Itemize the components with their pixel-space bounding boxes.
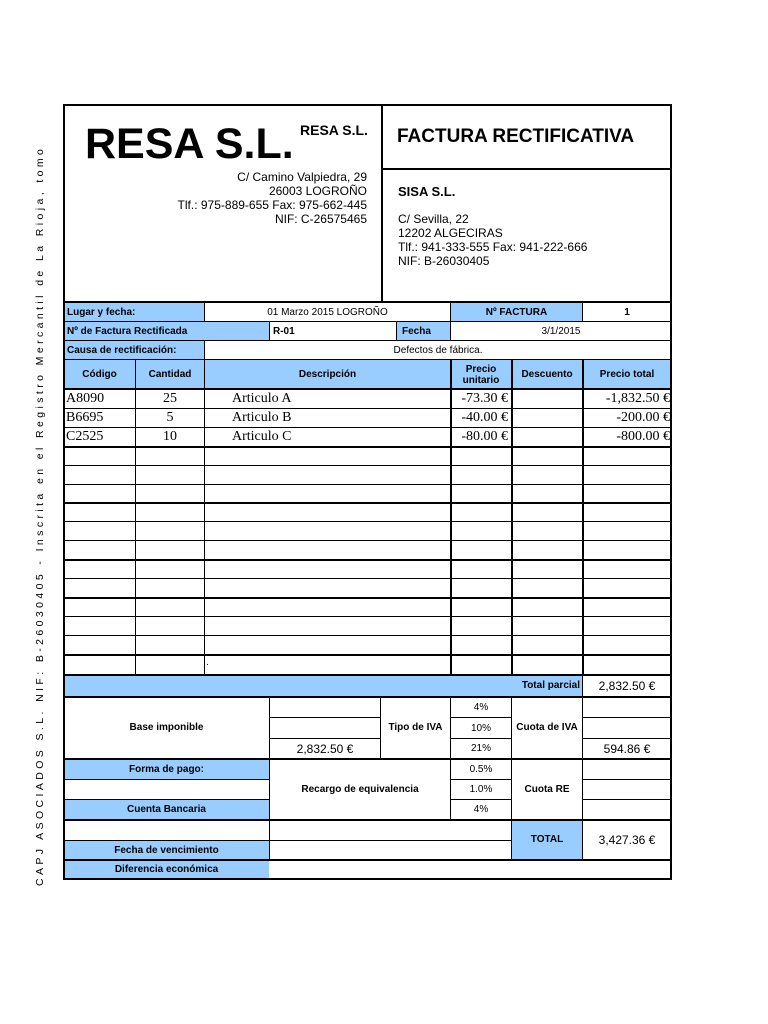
item-desc: Articulo A <box>232 391 292 406</box>
rect-label: Nº de Factura Rectificada <box>67 325 188 337</box>
col-disc: Descuento <box>521 369 573 380</box>
base-label: Base imponible <box>129 722 204 733</box>
re-rate-10: 1.0% <box>469 784 493 795</box>
client-phones: Tlf.: 941-333-555 Fax: 941-222-666 <box>398 240 588 254</box>
col-qty: Cantidad <box>148 369 192 380</box>
title-divider <box>381 168 672 170</box>
rect-no-value: R-01 <box>273 325 295 337</box>
issuer-name: RESA S.L. <box>300 122 368 138</box>
rule <box>63 654 672 656</box>
item-code: A8090 <box>66 391 105 406</box>
rule <box>63 502 672 504</box>
issuer-phones: Tlf.: 975-889-655 Fax: 975-662-445 <box>177 198 367 212</box>
rule <box>63 446 672 448</box>
rule <box>63 635 672 636</box>
rule <box>63 559 672 561</box>
item-desc: Articulo B <box>232 410 292 425</box>
rule <box>63 779 269 780</box>
item-code: C2525 <box>66 429 104 444</box>
rule <box>63 540 672 541</box>
rule <box>582 779 672 780</box>
economic-diff-label: Diferencia económica <box>114 864 219 875</box>
partial-label: Total parcial <box>521 680 580 691</box>
stray-dot: . <box>206 657 209 668</box>
base-value: 2,832.50 € <box>296 741 354 756</box>
payment-label: Forma de pago: <box>128 763 204 775</box>
item-disc <box>512 409 582 427</box>
item-qty: 10 <box>163 429 177 444</box>
item-qty: 25 <box>163 391 177 406</box>
re-quota-label: Cuota RE <box>524 783 570 795</box>
iva-label: Tipo de IVA <box>388 722 443 733</box>
partial-value: 2,832.50 € <box>598 678 656 693</box>
place-date-value: 01 Marzo 2015 LOGROÑO <box>267 306 388 318</box>
col-unit-line2: unitario <box>462 374 500 386</box>
item-unit: -80.00 € <box>461 429 508 444</box>
issuer-address: C/ Camino Valpiedra, 29 <box>237 170 367 184</box>
rule <box>63 616 672 617</box>
item-total: -800.00 € <box>616 429 670 444</box>
invoice-no-label: Nº FACTURA <box>485 306 548 318</box>
total-value: 3,427.36 € <box>598 832 656 847</box>
date-value: 3/1/2015 <box>541 325 581 337</box>
issuer-city: 26003 LOGROÑO <box>268 184 367 198</box>
date-label: Fecha <box>402 325 431 337</box>
item-desc: Articulo C <box>232 429 292 444</box>
re-rate-4: 4% <box>473 804 489 815</box>
col-total: Precio total <box>599 369 655 380</box>
rule <box>582 717 672 718</box>
cause-label: Causa de rectificación: <box>67 344 177 356</box>
item-qty: 5 <box>166 410 174 425</box>
issuer-nif: NIF: C-26575465 <box>274 212 367 226</box>
iva-rate-10: 10% <box>470 722 491 734</box>
rule <box>63 465 672 466</box>
item-disc <box>512 428 582 446</box>
place-date-label: Lugar y fecha: <box>67 306 136 318</box>
re-rate-05: 0.5% <box>469 763 493 775</box>
side-registry-text: CAPJ ASOCIADOS S.L. NIF: B-26030405 - Inscrita en el Registro Mercantil de La Rioja, tomo <box>34 145 46 886</box>
item-unit: -40.00 € <box>461 410 508 425</box>
item-disc <box>512 390 582 408</box>
item-total: -1,832.50 € <box>605 391 670 406</box>
item-unit: -73.30 € <box>461 391 508 406</box>
cause-value: Defectos de fábrica. <box>393 344 483 356</box>
client-nif: NIF: B-26030405 <box>398 254 490 268</box>
rule <box>63 819 512 821</box>
col-code: Código <box>82 369 117 380</box>
iva-rate-4: 4% <box>473 701 489 713</box>
rule <box>63 597 672 599</box>
item-code: B6695 <box>66 410 104 425</box>
iva-rate-21: 21% <box>470 743 491 754</box>
rule <box>582 799 672 800</box>
col-unit-line1: Precio <box>465 363 497 375</box>
invoice-no-value: 1 <box>624 306 630 318</box>
document-title: FACTURA RECTIFICATIVA <box>397 126 635 147</box>
rule <box>269 717 380 718</box>
re-label: Recargo de equivalencia <box>301 783 419 795</box>
col-unit <box>451 360 511 389</box>
client-city: 12202 ALGECIRAS <box>398 226 503 240</box>
item-total: -200.00 € <box>616 410 670 425</box>
rule <box>63 578 672 579</box>
total-label: TOTAL <box>530 834 564 845</box>
rule <box>63 484 672 485</box>
issuer-logo: RESA S.L. <box>85 120 294 168</box>
header-divider <box>381 104 383 302</box>
client-name: SISA S.L. <box>398 184 456 199</box>
iva-quota-label: Cuota de IVA <box>516 722 578 733</box>
client-address: C/ Sevilla, 22 <box>398 212 469 226</box>
iva-quota-value: 594.86 € <box>603 741 651 756</box>
due-date-label: Fecha de vencimiento <box>114 844 219 856</box>
rule <box>63 521 672 522</box>
bank-label: Cuenta Bancaria <box>127 804 206 815</box>
col-desc: Descripción <box>298 369 357 380</box>
